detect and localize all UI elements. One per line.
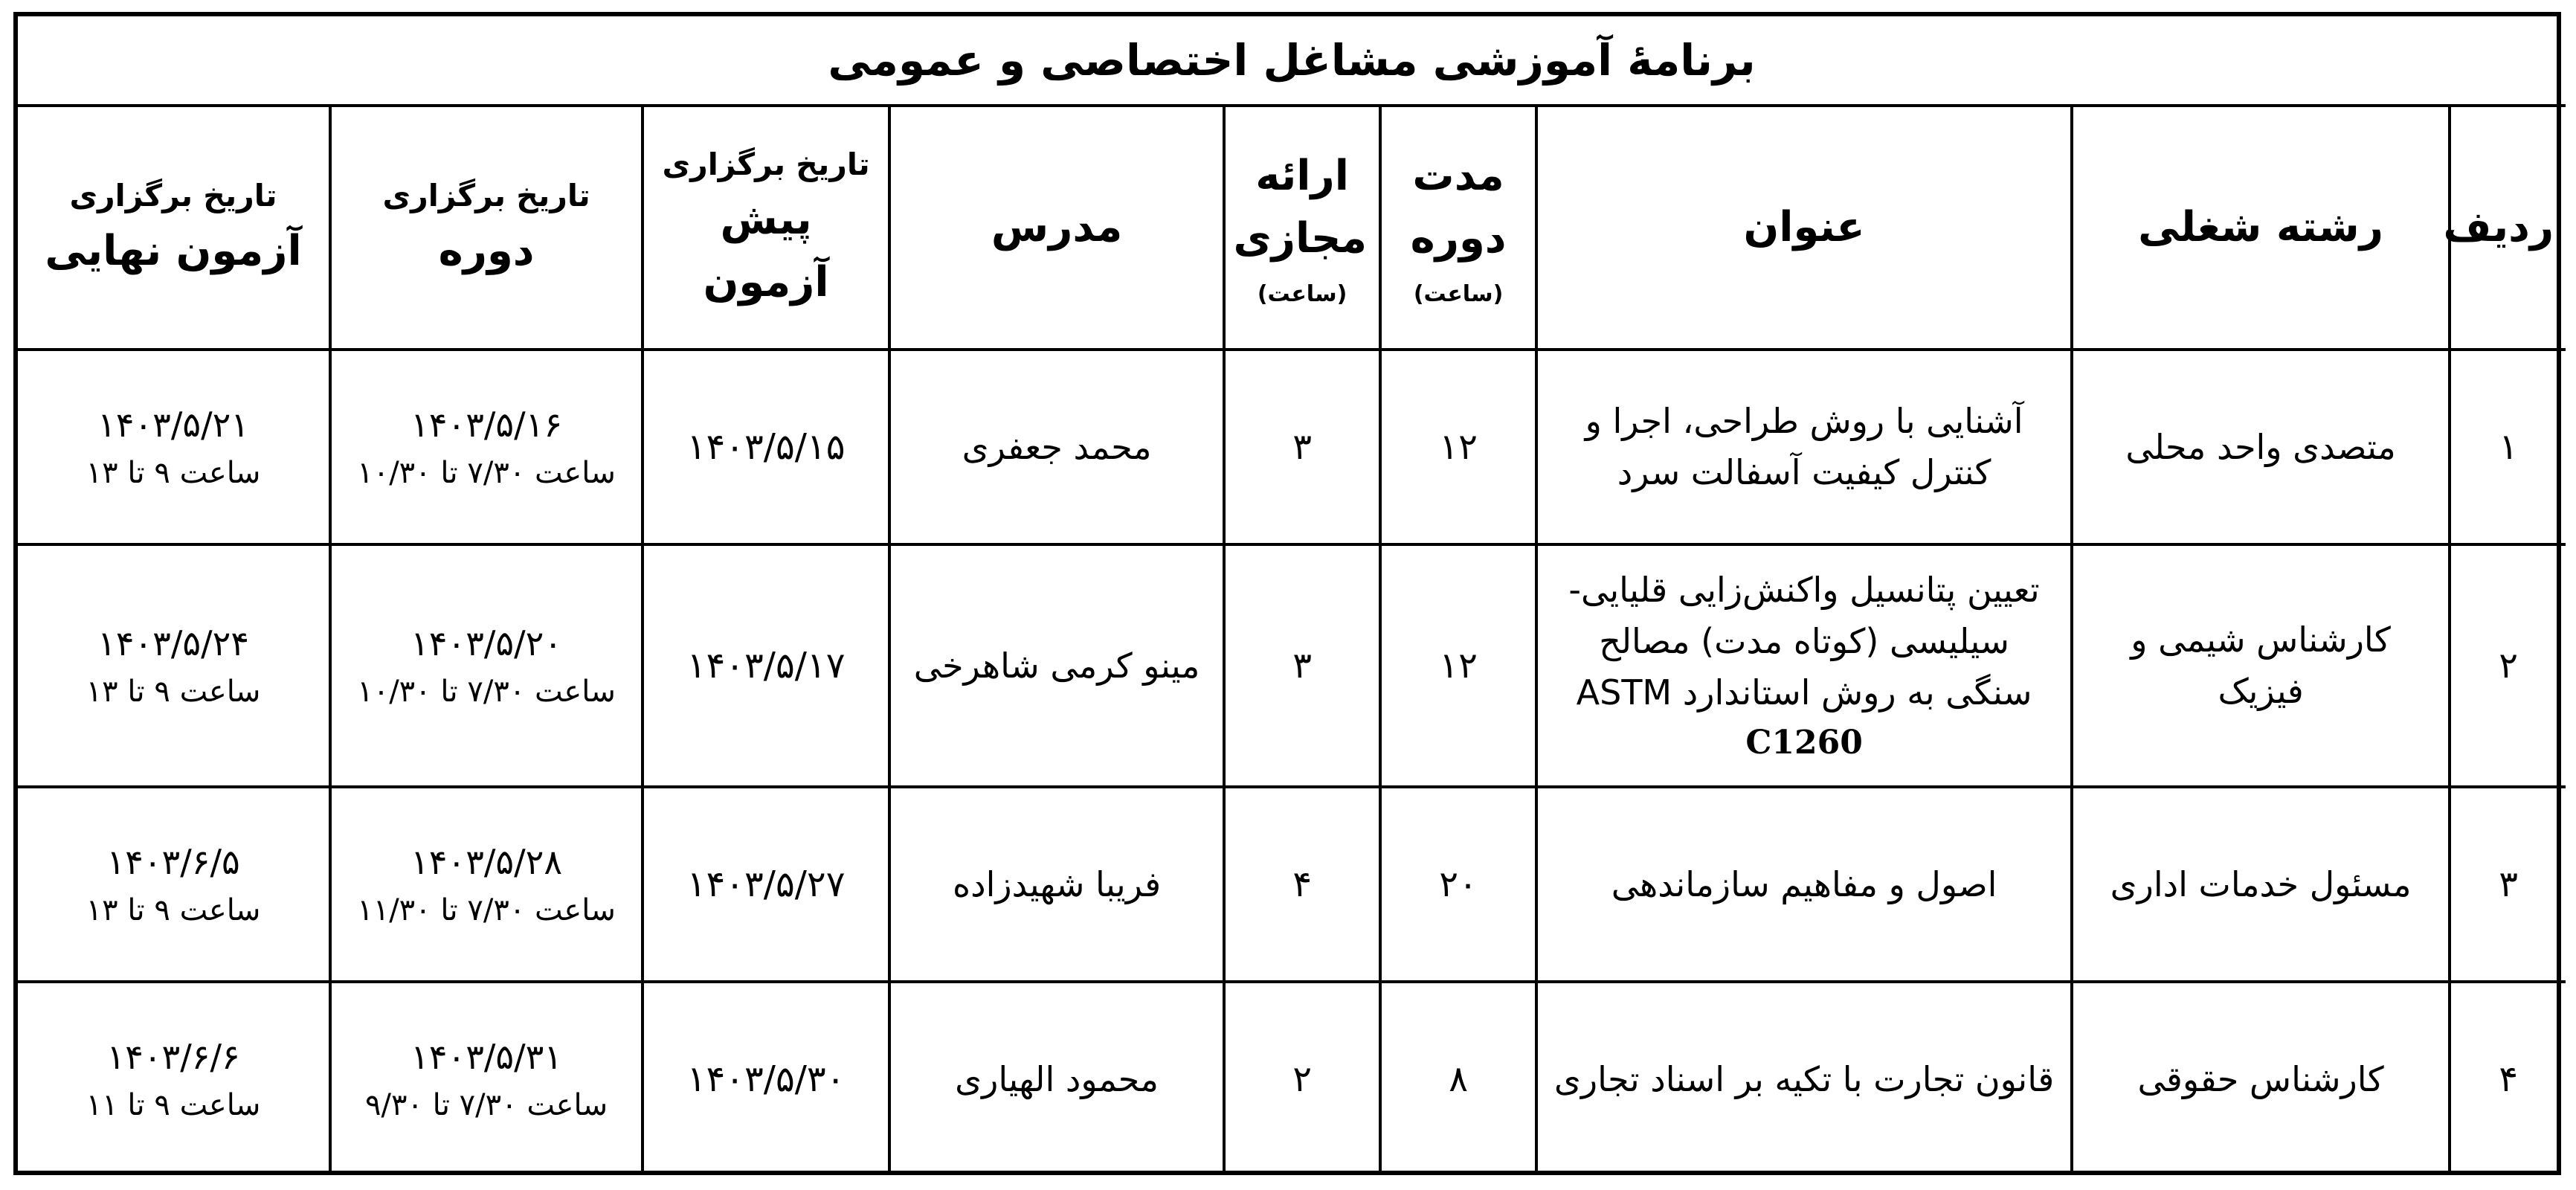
virtual-hours-cell: ۴ [1224, 787, 1380, 982]
final-exam-date-cell [18, 982, 330, 1175]
course-date-cell [330, 350, 643, 544]
course-title-line: تعیین پتانسیل واکنش‌زایی قلیایی- [1568, 569, 2040, 610]
job-field-line: کارشناس شیمی و [2131, 620, 2391, 660]
header-pre-exam-date [643, 106, 889, 350]
final-exam-date: ۱۴۰۳/۵/۲۴ [97, 623, 250, 663]
header-duration-line1: مدت [1412, 151, 1504, 200]
duration-cell: ۲۰ [1380, 787, 1536, 982]
course-title-line: اصول و مفاهیم سازماندهی [1611, 863, 1997, 904]
header-duration-unit: (ساعت) [1413, 280, 1504, 307]
virtual-hours-cell: ۲ [1224, 982, 1380, 1175]
instructor-cell: محمود الهیاری [889, 982, 1224, 1175]
header-course-date-line2: دوره [438, 226, 535, 275]
row-number: ۱ [2450, 350, 2566, 544]
header-pre-exam-line2: پیش آزمون [703, 195, 829, 306]
table-title: برنامهٔ آموزشی مشاغل اختصاصی و عمومی [18, 16, 2566, 106]
course-date-cell [330, 544, 643, 787]
final-exam-date-cell [18, 350, 330, 544]
duration-cell: ۱۲ [1380, 350, 1536, 544]
header-job-field: رشته شغلی [2072, 106, 2450, 350]
course-title-cell [1536, 982, 2072, 1175]
job-field-line: مسئول خدمات اداری [2110, 863, 2412, 904]
course-title-cell [1536, 350, 2072, 544]
course-date-cell [330, 982, 643, 1175]
instructor-cell: فریبا شهیدزاده [889, 787, 1224, 982]
final-exam-date: ۱۴۰۳/۶/۶ [106, 1036, 240, 1077]
course-title-line: کنترل کیفیت آسفالت سرد [1617, 452, 1991, 492]
duration-cell: ۱۲ [1380, 544, 1536, 787]
job-field-cell [2072, 544, 2450, 787]
final-exam-date: ۱۴۰۳/۶/۵ [106, 841, 240, 882]
instructor-cell: مینو کرمی شاهرخی [889, 544, 1224, 787]
final-exam-date-cell [18, 787, 330, 982]
header-virtual-line1: ارائه [1255, 151, 1349, 200]
course-time: ساعت ۷/۳۰ تا ۱۱/۳۰ [357, 892, 616, 927]
header-course-date-line1: تاریخ برگزاری [382, 178, 590, 214]
table-row [18, 787, 2566, 982]
job-field-line: فیزیک [2218, 671, 2304, 711]
job-field-line: متصدی واحد محلی [2125, 426, 2396, 467]
pre-exam-date-cell: ۱۴۰۳/۵/۱۵ [643, 350, 889, 544]
pre-exam-date-cell: ۱۴۰۳/۵/۳۰ [643, 982, 889, 1175]
course-title-cell [1536, 787, 2072, 982]
training-schedule-document [13, 12, 2561, 1175]
pre-exam-date-cell: ۱۴۰۳/۵/۲۷ [643, 787, 889, 982]
table-row [18, 544, 2566, 787]
duration-cell: ۸ [1380, 982, 1536, 1175]
course-date: ۱۴۰۳/۵/۱۶ [410, 404, 563, 445]
course-title-line: قانون تجارت با تکیه بر اسناد تجاری [1553, 1058, 2055, 1099]
row-number: ۴ [2450, 982, 2566, 1175]
course-standard-code: C1260 [1745, 723, 1863, 762]
final-exam-time: ساعت ۹ تا ۱۱ [86, 1087, 261, 1122]
virtual-hours-cell: ۳ [1224, 350, 1380, 544]
training-schedule-table [18, 16, 2566, 1175]
course-title-cell [1536, 544, 2072, 787]
header-duration-line2: دوره [1410, 213, 1507, 263]
header-course-date [330, 106, 643, 350]
row-number: ۳ [2450, 787, 2566, 982]
instructor-cell: محمد جعفری [889, 350, 1224, 544]
header-final-exam-line1: تاریخ برگزاری [69, 178, 277, 214]
header-final-exam-date [18, 106, 330, 350]
final-exam-date: ۱۴۰۳/۵/۲۱ [97, 404, 250, 445]
header-row-no: ردیف [2450, 106, 2566, 350]
title-row [18, 16, 2566, 106]
course-title-line: سنگی به روش استاندارد ASTM [1576, 672, 2032, 713]
header-virtual-line2: مجازی [1233, 213, 1368, 263]
course-title-line: سیلیسی (کوتاه مدت) مصالح [1599, 620, 2009, 661]
header-row [18, 106, 2566, 350]
job-field-line: کارشناس حقوقی [2137, 1058, 2384, 1099]
header-virtual [1224, 106, 1380, 350]
course-date: ۱۴۰۳/۵/۳۱ [410, 1036, 563, 1077]
course-time: ساعت ۷/۳۰ تا ۱۰/۳۰ [357, 674, 616, 709]
final-exam-date-cell [18, 544, 330, 787]
header-duration [1380, 106, 1536, 350]
job-field-cell [2072, 350, 2450, 544]
job-field-cell [2072, 982, 2450, 1175]
course-date-cell [330, 787, 643, 982]
course-title-line: آشنایی با روش طراحی، اجرا و [1585, 401, 2023, 441]
header-course-title: عنوان [1536, 106, 2072, 350]
virtual-hours-cell: ۳ [1224, 544, 1380, 787]
table-row [18, 350, 2566, 544]
course-date: ۱۴۰۳/۵/۲۰ [410, 623, 563, 663]
course-time: ساعت ۷/۳۰ تا ۹/۳۰ [364, 1087, 608, 1122]
job-field-cell [2072, 787, 2450, 982]
header-virtual-unit: (ساعت) [1257, 280, 1347, 307]
row-number: ۲ [2450, 544, 2566, 787]
course-date: ۱۴۰۳/۵/۲۸ [410, 841, 563, 882]
pre-exam-date-cell: ۱۴۰۳/۵/۱۷ [643, 544, 889, 787]
final-exam-time: ساعت ۹ تا ۱۳ [86, 674, 261, 709]
header-final-exam-line2: آزمون نهایی [45, 226, 302, 275]
header-pre-exam-line1: تاریخ برگزاری [662, 147, 870, 183]
table-row [18, 982, 2566, 1175]
header-instructor: مدرس [889, 106, 1224, 350]
final-exam-time: ساعت ۹ تا ۱۳ [86, 892, 261, 927]
final-exam-time: ساعت ۹ تا ۱۳ [86, 455, 261, 490]
course-time: ساعت ۷/۳۰ تا ۱۰/۳۰ [357, 455, 616, 490]
